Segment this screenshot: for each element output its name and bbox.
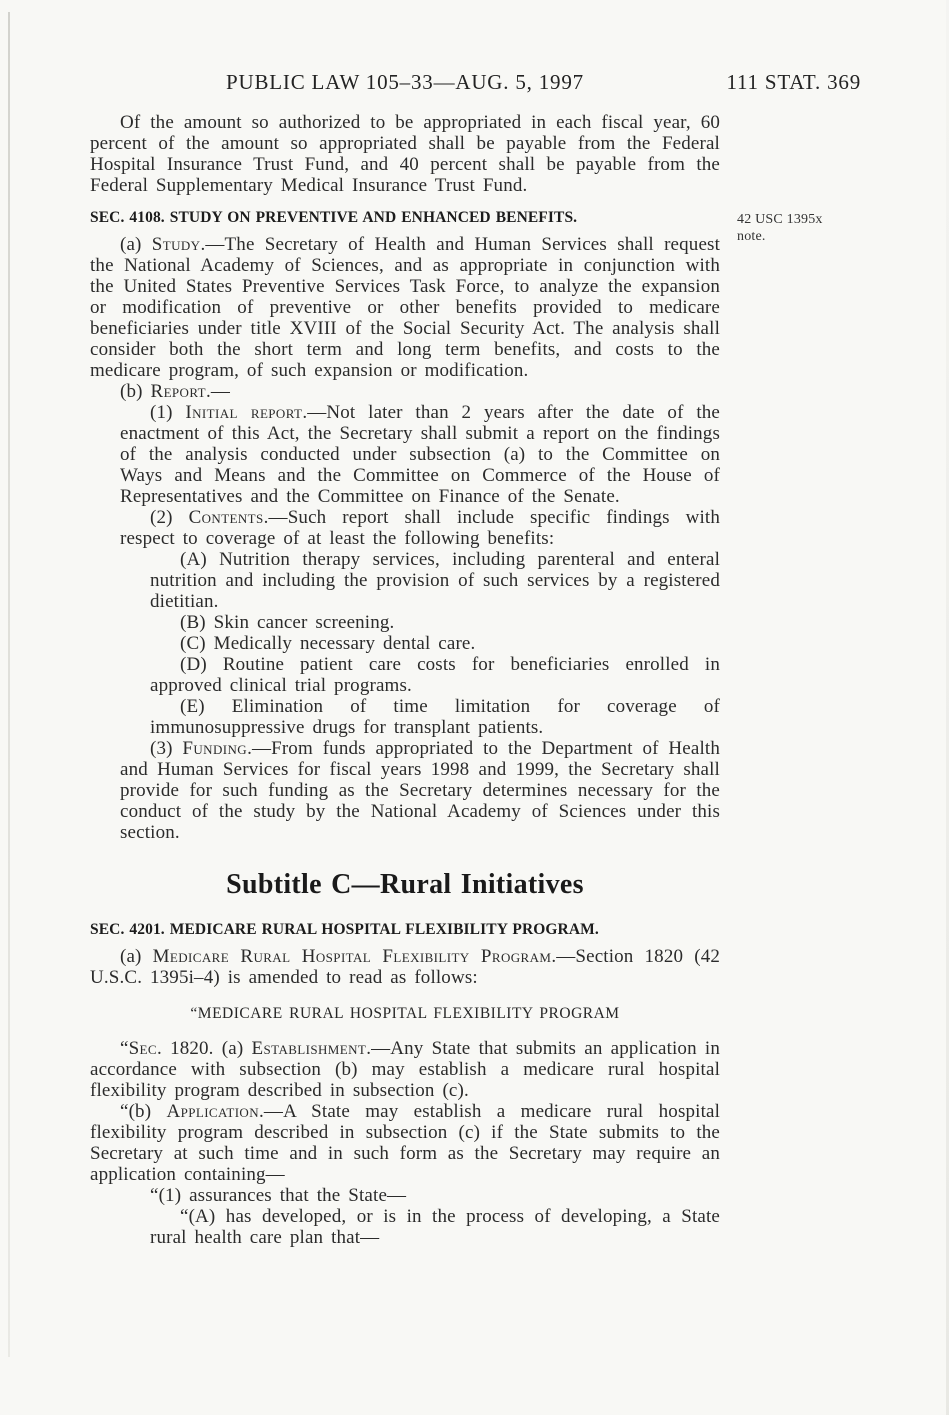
smallcaps-run: Report bbox=[150, 381, 206, 402]
text-run: .—Any State that submits an application in accordance with subsection (b) may establish a medicare rural hospital flexibility program described in subsection (c). bbox=[90, 1038, 720, 1101]
text-run: (D) Routine patient care costs for beneficiaries enrolled in approved clinical trial programs. bbox=[150, 654, 720, 696]
text-run: (E) Elimination of time limitation for coverage of immunosuppressive drugs for transplant patients. bbox=[150, 696, 720, 738]
text-run: (a) bbox=[120, 234, 152, 255]
paragraph bbox=[150, 633, 720, 654]
smallcaps-run: Establishment bbox=[251, 1038, 367, 1059]
paragraph bbox=[90, 381, 720, 402]
text-run: .—Section 1820 (42 U.S.C. 1395i–4) is amended to read as follows: bbox=[90, 946, 720, 988]
running-head bbox=[90, 70, 861, 100]
paragraph bbox=[120, 402, 720, 507]
paragraph bbox=[150, 1206, 720, 1248]
usc-note-word: note. bbox=[737, 229, 766, 244]
usc-margin-note bbox=[737, 211, 877, 245]
paragraph bbox=[90, 234, 720, 381]
smallcaps-run: Initial report bbox=[185, 402, 303, 423]
subtitle-heading: Subtitle C—Rural Initiatives bbox=[226, 869, 584, 900]
paragraph bbox=[150, 549, 720, 612]
section-heading: SEC. 4108. STUDY ON PREVENTIVE AND ENHANCED BENEFITS. bbox=[90, 209, 578, 226]
smallcaps-run: Funding bbox=[182, 738, 248, 759]
text-run: (C) Medically necessary dental care. bbox=[180, 633, 476, 654]
text-run: . 1820. (a) bbox=[156, 1038, 252, 1059]
smallcaps-run: Medicare Rural Hospital Flexibility Program bbox=[152, 946, 552, 967]
text-run: .—From funds appropriated to the Department of Health and Human Services for fiscal years 1998 and 1999, the Secretary shall provide for such funding as the Secretary determines necessary for the conduct of the study by the National Academy of Sciences under this section. bbox=[120, 738, 720, 843]
quoted-program-heading: “MEDICARE RURAL HOSPITAL FLEXIBILITY PROGRAM bbox=[190, 1005, 620, 1022]
smallcaps-run: Application bbox=[166, 1101, 260, 1122]
text-run: “(1) assurances that the State— bbox=[150, 1185, 407, 1206]
text-run: “(A) has developed, or is in the process of developing, a State rural health care plan that— bbox=[150, 1206, 720, 1248]
text-run: (a) bbox=[120, 946, 153, 967]
text-run: (3) bbox=[150, 738, 183, 759]
smallcaps-run: Contents bbox=[188, 507, 264, 528]
text-run: .—A State may establish a medicare rural hospital flexibility program described in subsection (c) if the State submits to the Secretary at such time and in such form as the Secretary may require an application containing— bbox=[90, 1101, 721, 1185]
text-run: (B) Skin cancer screening. bbox=[180, 612, 395, 633]
paragraph bbox=[90, 112, 720, 196]
paragraph bbox=[90, 1101, 720, 1185]
paragraph bbox=[90, 946, 720, 988]
smallcaps-run: Study bbox=[151, 234, 201, 255]
paragraph bbox=[90, 1038, 720, 1101]
document-body bbox=[90, 112, 720, 1248]
text-run: .—The Secretary of Health and Human Services shall request the National Academy of Sciences, and as appropriate in conjunction with the United States Preventive Services Task Force, to analyze the expansion or modification of preventive or other benefits provided to medicare beneficiaries under title XVIII of the Social Security Act. The analysis shall consider both the short term and long term benefits, and costs to the medicare program, of such expansion or modification. bbox=[90, 234, 720, 381]
paragraph bbox=[150, 696, 720, 738]
text-run: .— bbox=[205, 381, 231, 402]
paragraph bbox=[120, 507, 720, 549]
text-run: (1) bbox=[150, 402, 186, 423]
paragraph bbox=[150, 654, 720, 696]
usc-citation: 42 USC 1395x bbox=[737, 212, 823, 227]
smallcaps-run: Sec bbox=[128, 1038, 157, 1059]
text-run: “(b) bbox=[120, 1101, 167, 1122]
text-run: “ bbox=[120, 1038, 129, 1059]
text-run: (A) Nutrition therapy services, including parenteral and enteral nutrition and including the provision of such services by a registered dietitian. bbox=[150, 549, 720, 612]
paragraph bbox=[150, 612, 720, 633]
text-run: .—Not later than 2 years after the date of the enactment of this Act, the Secretary shall submit a report on the findings of the analysis conducted under subsection (a) to the Committee on Ways and Means and the Committee on Commerce of the House of Representatives and the Committee on Finance of the Senate. bbox=[120, 402, 720, 507]
page-edge-line bbox=[8, 12, 10, 1357]
paragraph bbox=[120, 1185, 720, 1206]
text-run: (2) bbox=[150, 507, 189, 528]
text-run: Of the amount so authorized to be appropriated in each fiscal year, 60 percent of the amount so appropriated shall be payable from the Federal Hospital Insurance Trust Fund, and 40 percent shall be payable from the Federal Supplementary Medical Insurance Trust Fund. bbox=[90, 112, 720, 196]
public-law-title: PUBLIC LAW 105–33—AUG. 5, 1997 bbox=[226, 70, 584, 94]
stat-page-number: 111 STAT. 369 bbox=[726, 70, 861, 94]
text-run: (b) bbox=[120, 381, 151, 402]
text-run: .—Such report shall include specific findings with respect to coverage of at least the following benefits: bbox=[120, 507, 720, 549]
paragraph bbox=[120, 738, 720, 843]
section-heading: SEC. 4201. MEDICARE RURAL HOSPITAL FLEXIBILITY PROGRAM. bbox=[90, 921, 599, 938]
